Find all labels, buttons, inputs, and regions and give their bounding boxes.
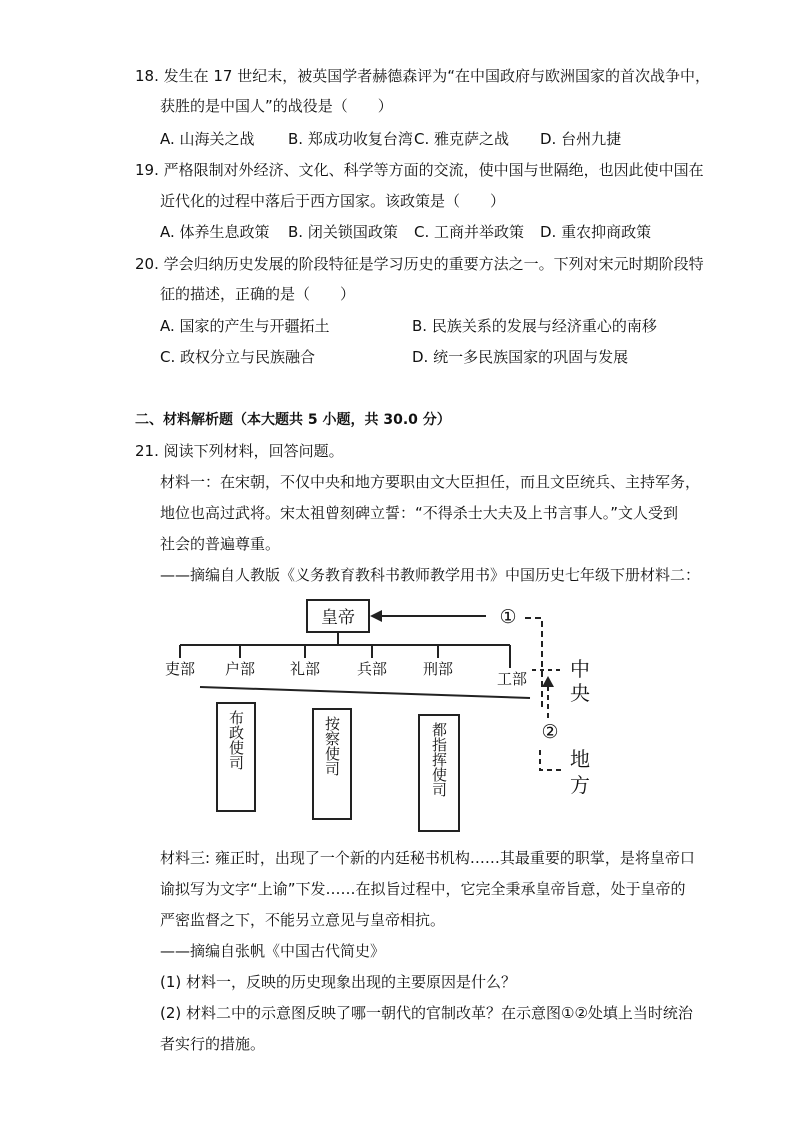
q20-option-d: D. 统一多民族国家的巩固与发展 [412, 348, 629, 366]
arrow-head-2 [542, 676, 554, 687]
local-office-military: 都指挥使司 [418, 714, 460, 832]
q21-source3: ——摘编自张帆《中国古代简史》 [160, 942, 386, 960]
ministry-war: 兵部 [356, 660, 388, 678]
q20-stem-line1: 20. 学会归纳历史发展的阶段特征是学习历史的重要方法之一。下列对宋元时期阶段特 [135, 255, 704, 273]
q18-option-b: B. 郑成功收复台湾 [288, 130, 413, 148]
local-office-surveillance: 按察使司 [312, 708, 352, 820]
q19-option-b: B. 闭关锁国政策 [288, 223, 398, 241]
central-label-2: 央 [570, 681, 590, 705]
q18-option-a: A. 山海关之战 [160, 130, 255, 148]
q19-stem-line1: 19. 严格限制对外经济、文化、科学等方面的交流，使中国与世隔绝，也因此使中国在 [135, 161, 704, 179]
ministry-personnel: 吏部 [164, 660, 196, 678]
q21-material1-line3: 社会的普遍尊重。 [160, 535, 281, 553]
q21-source1: ——摘编自人教版《义务教育教科书教师教学用书》中国历史七年级下册材料二： [160, 566, 701, 584]
ministry-works: 工部 [496, 670, 528, 688]
q19-stem-line2: 近代化的过程中落后于西方国家。该政策是（ ） [160, 192, 506, 210]
central-label-1: 中 [570, 657, 590, 681]
central-bracket [525, 618, 542, 710]
q19-option-a: A. 体养生息政策 [160, 223, 270, 241]
q18-stem-line1: 18. 发生在 17 世纪末，被英国学者赫德森评为“在中国政府与欧洲国家的首次战争中， [135, 67, 711, 85]
ministry-rites: 礼部 [289, 660, 321, 678]
q18-option-d: D. 台州九捷 [540, 130, 622, 148]
section-heading: 二、材料解析题（本大题共 5 小题，共 30.0 分） [135, 412, 451, 428]
q21-material3-line3: 严密监督之下，不能另立意见与皇帝相抗。 [160, 911, 446, 929]
official-system-diagram [150, 590, 600, 835]
q20-option-c: C. 政权分立与民族融合 [160, 348, 316, 366]
q21-sub-question-1: (1) 材料一，反映的历史现象出现的主要原因是什么？ [160, 973, 517, 991]
local-bracket [540, 750, 562, 770]
local-label-1: 地 [570, 747, 590, 771]
ministries-bottom-line [200, 687, 530, 698]
q21-sub-question-2-line2: 者实行的措施。 [160, 1035, 266, 1053]
q21-material3-line2: 谕拟写为文字“上谕”下发……在拟旨过程中，它完全秉承皇帝旨意，处于皇帝的 [160, 880, 686, 898]
q19-option-c: C. 工商并举政策 [414, 223, 525, 241]
q21-intro: 21. 阅读下列材料，回答问题。 [135, 442, 344, 460]
q21-material1-line1: 材料一：在宋朝，不仅中央和地方要职由文大臣担任，而且文臣统兵、主持军务， [160, 473, 701, 491]
marker-2: ② [541, 721, 559, 743]
q21-sub-question-2-line1: (2) 材料二中的示意图反映了哪一朝代的官制改革？在示意图①②处填上当时统治 [160, 1004, 693, 1022]
local-label-2: 方 [570, 773, 590, 797]
ministry-revenue: 户部 [224, 660, 256, 678]
marker-1: ① [499, 606, 517, 628]
q21-material1-line2: 地位也高过武将。宋太祖曾刻碑立誓：“不得杀士大夫及上书言事人。”文人受到 [160, 504, 679, 522]
local-office-admin: 布政使司 [216, 702, 256, 812]
q18-option-c: C. 雅克萨之战 [414, 130, 510, 148]
q18-stem-line2: 获胜的是中国人”的战役是（ ） [160, 97, 393, 115]
q20-option-a: A. 国家的产生与开疆拓土 [160, 317, 330, 335]
q21-material3-line1: 材料三: 雍正时，出现了一个新的内廷秘书机构……其最重要的职掌，是将皇帝口 [160, 849, 695, 867]
q19-option-d: D. 重农抑商政策 [540, 223, 652, 241]
q20-stem-line2: 征的描述，正确的是（ ） [160, 285, 356, 303]
ministry-justice: 刑部 [422, 660, 454, 678]
emperor-label: 皇帝 [321, 608, 355, 628]
q20-option-b: B. 民族关系的发展与经济重心的南移 [412, 317, 657, 335]
arrow-head-1 [370, 610, 382, 622]
